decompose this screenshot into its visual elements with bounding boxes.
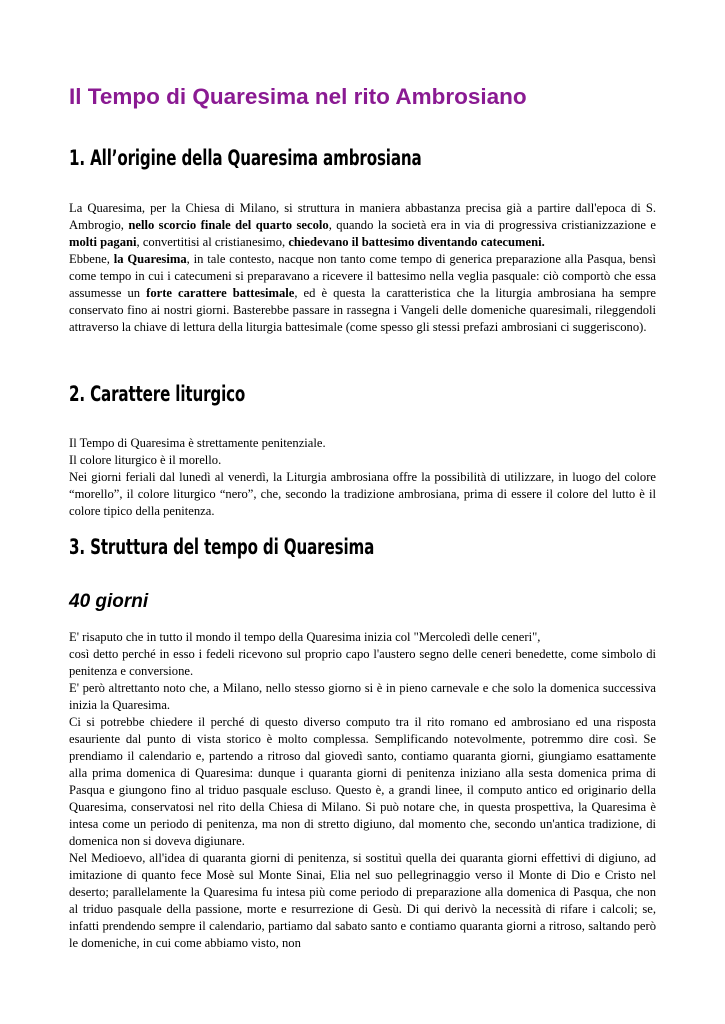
section-3-body	[69, 629, 656, 952]
paragraph	[69, 251, 656, 336]
bold-text: molti pagani	[69, 235, 137, 249]
paragraph: E' però altrettanto noto che, a Milano, nello stesso giorno si è in pieno carnevale e che solo la domenica successiva inizia la Quaresima.	[69, 681, 656, 712]
bold-text: nello scorcio finale del quarto secolo	[128, 218, 329, 232]
paragraph: Nei giorni feriali dal lunedì al venerdì, la Liturgia ambrosiana offre la possibilità di utilizzare, in luogo del colore “morello”, il colore liturgico “nero”, che, secondo la tradizione ambrosiana, prima di essere il colore del lutto è il colore tipico della penitenza.	[69, 470, 656, 518]
subsection-heading: 40 giorni	[69, 591, 149, 612]
paragraph: Nel Medioevo, all'idea di quaranta giorni di penitenza, si sostituì quella dei quaranta giorni effettivi di digiuno, ad imitazione di quanto fece Mosè sul Monte Sinai, Elia nel suo pellegrinaggio verso il Monte di Dio e Cristo nel deserto; parallelamente la Quaresima fu intesa più come periodo di preparazione alla domenica di Pasqua, che non al triduo pasquale della passione, morte e resurrezione di Gesù. Di qui derivò la necessità di rifare i calcoli; se, infatti prendendo sempre il calendario, partiamo dal sabato santo e contiamo quaranta giorni a ritroso, saltando però le domeniche, in cui come abbiamo visto, non	[69, 851, 656, 950]
text-run: La Quaresima, per la Chiesa di Milano, si struttura in maniera abbastanza precisa già a partire dall'epoca di S. Ambrogio,	[69, 201, 656, 232]
paragraph: Il Tempo di Quaresima è strettamente penitenziale.	[69, 436, 326, 450]
text-run: Ebbene,	[69, 252, 114, 266]
section-heading-2: 2. Carattere liturgico	[69, 382, 246, 406]
section-heading-1: 1. All’origine della Quaresima ambrosiana	[69, 146, 422, 170]
text-run: , ed è questa la caratteristica che la liturgia ambrosiana ha sempre conservato fino ai nostri giorni. Basterebbe passare in rassegna i Vangeli delle domeniche quaresimali, rileggendoli attraverso la chiave di lettura della liturgia battesimale (come spesso gli stessi prefazi ambrosiani ci suggeriscono).	[69, 286, 656, 334]
text-run: , in tale contesto, nacque non tanto come tempo di generica preparazione alla Pasqua, bensì come tempo in cui i catecumeni si preparavano a ricevere il battesimo nella veglia pasquale: ciò comportò che essa assumesse un	[69, 252, 657, 300]
bold-text: la Quaresima	[113, 252, 187, 266]
document-title: Il Tempo di Quaresima nel rito Ambrosiano	[69, 84, 527, 109]
paragraph: Il colore liturgico è il morello.	[69, 453, 222, 467]
paragraph: così detto perché in esso i fedeli ricevono sul proprio capo l'austero segno delle ceneri benedette, come simbolo di penitenza e conversione.	[69, 647, 656, 678]
text-run: , quando la società era in via di progressiva cristianizzazione e	[328, 218, 656, 232]
section-heading-3: 3. Struttura del tempo di Quaresima	[69, 535, 375, 559]
section-1-body	[69, 200, 656, 336]
paragraph: E' risaputo che in tutto il mondo il tempo della Quaresima inizia col "Mercoledì delle ceneri",	[69, 630, 541, 644]
paragraph	[69, 200, 656, 251]
bold-text: chiedevano il battesimo diventando catecumeni.	[288, 235, 545, 249]
text-run: , convertitisi al cristianesimo,	[136, 235, 289, 249]
paragraph: Ci si potrebbe chiedere il perché di questo diverso computo tra il rito romano ed ambrosiano ed una risposta esauriente dal punto di vista storico è molto complessa. Semplificando notevolmente, potremmo dire così. Se prendiamo il calendario e, partendo a ritroso dal giovedì santo, contiamo quaranta giorni, giungiamo esattamente alla prima domenica di Quaresima: dunque i quaranta giorni di penitenza iniziano alla sesta domenica prima di Pasqua e giungono fino al triduo pasquale escluso. Questo è, a grandi linee, il computo antico ed originario della Quaresima, conservatosi nel rito della Chiesa di Milano. Si può notare che, in questa prospettiva, la Quaresima è intesa come un periodo di penitenza, ma non di stretto digiuno, dal momento che, secondo un'antica tradizione, di domenica non si doveva digiunare.	[69, 715, 656, 848]
section-2-body	[69, 435, 656, 520]
bold-text: forte carattere battesimale	[146, 286, 295, 300]
